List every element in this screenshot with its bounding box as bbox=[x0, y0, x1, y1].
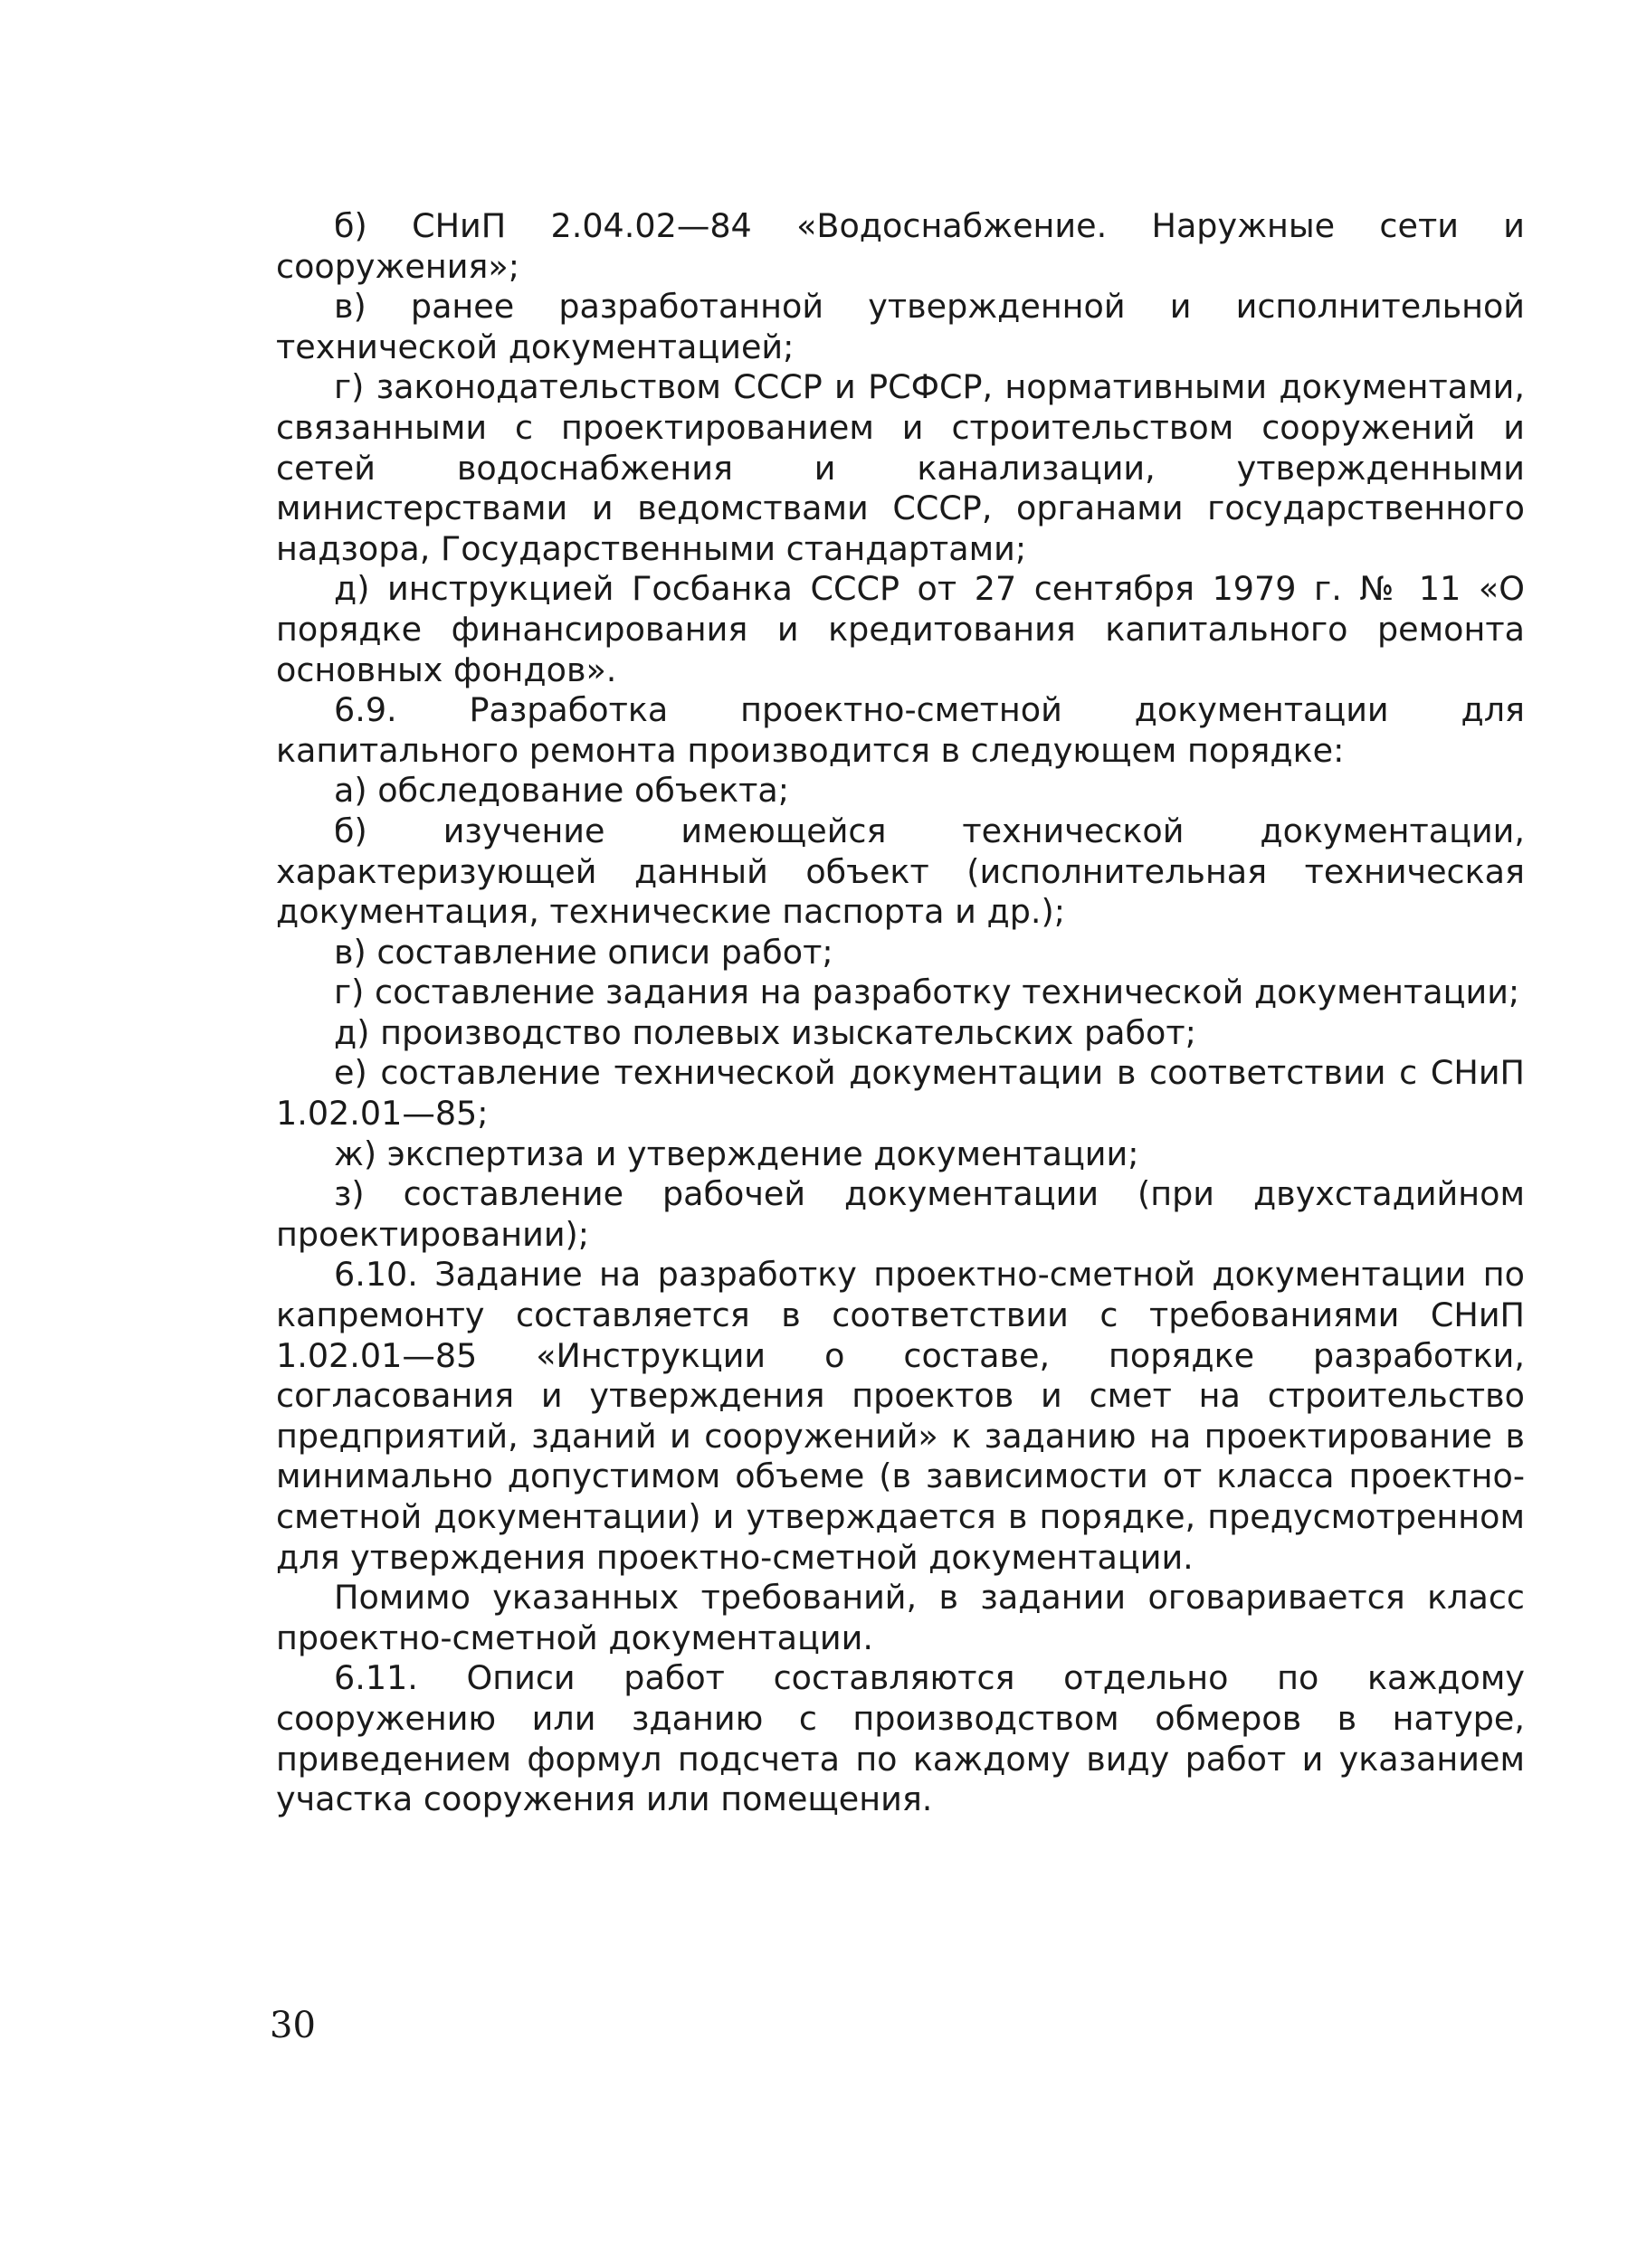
list-item-g: г) составление задания на разработку технической документации; bbox=[334, 973, 1520, 1012]
paragraph-6-9: 6.9. Разработка проектно-сметной документации для капитального ремонта производится в следующем порядке: bbox=[276, 690, 1525, 770]
page-number: 30 bbox=[270, 2005, 316, 2046]
paragraph-additional-requirements: Помимо указанных требований, в задании оговаривается класс проектно-сметной документации. bbox=[276, 1578, 1525, 1657]
list-item-d: д) производство полевых изыскательских работ; bbox=[334, 1012, 1196, 1052]
list-item-z: з) составление рабочей документации (при двухстадийном проектировании); bbox=[276, 1174, 1525, 1254]
paragraph-6-10: 6.10. Задание на разработку проектно-сметной документации по капремонту составляется в соответствии с требованиями СНиП 1.02.01—85 «Инструкции о составе, порядке разработки, согласования и утверждения проектов и смет на строительство предприятий, зданий и сооружений» к заданию на проектирование в минимально допустимом объеме (в зависимости от класса проектно-сметной документации) и утверждается в порядке, предусмотренном для утверждения проектно-сметной документации. bbox=[276, 1255, 1525, 1577]
paragraph-b-snip-water-supply: б) СНиП 2.04.02—84 «Водоснабжение. Наружные сети и сооружения»; bbox=[276, 206, 1525, 286]
list-item-b: б) изучение имеющейся технической документации, характеризующей данный объект (исполнительная техническая документация, технические паспорта и др.); bbox=[276, 811, 1525, 932]
list-item-v: в) составление описи работ; bbox=[334, 932, 833, 972]
paragraph-v-previous-documentation: в) ранее разработанной утвержденной и исполнительной технической документацией; bbox=[276, 287, 1525, 366]
body-text bbox=[276, 206, 1525, 1820]
list-item-e: е) составление технической документации в соответствии с СНиП 1.02.01—85; bbox=[276, 1053, 1525, 1134]
paragraph-6-11: 6.11. Описи работ составляются отдельно по каждому сооружению или зданию с производством обмеров в натуре, приведением формул подсчета по каждому виду работ и указанием участка сооружения или помещения. bbox=[276, 1658, 1525, 1819]
list-item-zh: ж) экспертиза и утверждение документации; bbox=[334, 1134, 1139, 1173]
paragraph-d-gosbank-instruction: д) инструкцией Госбанка СССР от 27 сентября 1979 г. № 11 «О порядке финансирования и кредитования капитального ремонта основных фондов». bbox=[276, 569, 1525, 689]
paragraph-g-legislation: г) законодательством СССР и РСФСР, нормативными документами, связанными с проектированием и строительством сооружений и сетей водоснабжения и канализации, утвержденными министерствами и ведомствами СССР, органами государственного надзора, Государственными стандартами; bbox=[276, 367, 1525, 568]
list-item-a: а) обследование объекта; bbox=[334, 771, 790, 811]
